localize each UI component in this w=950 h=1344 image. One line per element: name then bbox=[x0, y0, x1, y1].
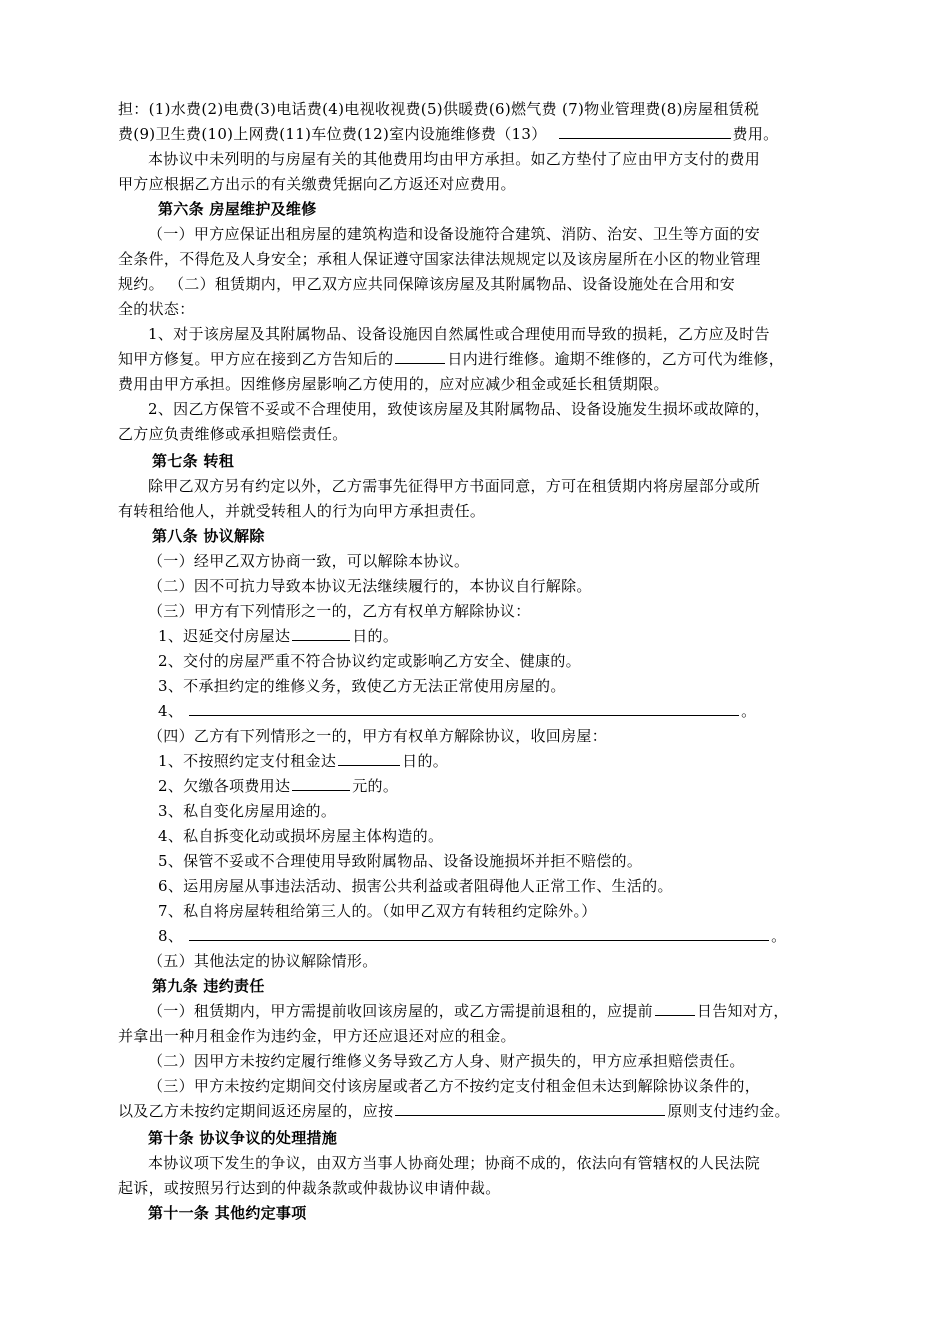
paragraph-line: 以及乙方未按约定期间返还房屋的，应按 原则支付违约金。 bbox=[118, 1102, 790, 1120]
paragraph-line: 全条件，不得危及人身安全；承租人保证遵守国家法律法规规定以及该房屋所在小区的物业管理 bbox=[118, 250, 761, 268]
paragraph-line: 乙方应负责维修或承担赔偿责任。 bbox=[118, 425, 348, 443]
paragraph-line: （二）因不可抗力导致本协议无法继续履行的，本协议自行解除。 bbox=[148, 577, 592, 595]
paragraph-line: 起诉，或按照另行达到的仲裁条款或仲裁协议申请仲裁。 bbox=[118, 1179, 501, 1197]
paragraph-line: 本协议中未列明的与房屋有关的其他费用均由甲方承担。如乙方垫付了应由甲方支付的费用 bbox=[148, 150, 761, 168]
fee-list-line-2: 费(9)卫生费(10)上网费(11)车位费(12)室内设施维修费（13） 费用。 bbox=[118, 125, 779, 143]
paragraph-line: 知甲方修复。甲方应在接到乙方告知后的 日内进行维修。逾期不维修的，乙方可代为维修， bbox=[118, 350, 785, 368]
other-case-blank-4 bbox=[189, 700, 739, 716]
list-item: 8、 。 bbox=[158, 927, 787, 945]
article-6-heading: 第六条 房屋维护及维修 bbox=[158, 200, 317, 218]
article-10-heading: 第十条 协议争议的处理措施 bbox=[148, 1129, 338, 1147]
list-item: 2、交付的房屋严重不符合协议约定或影响乙方安全、健康的。 bbox=[158, 652, 581, 670]
paragraph-line: （五）其他法定的协议解除情形。 bbox=[148, 952, 378, 970]
list-item: 6、运用房屋从事违法活动、损害公共利益或者阻碍他人正常工作、生活的。 bbox=[158, 877, 673, 895]
list-item: 3、不承担约定的维修义务，致使乙方无法正常使用房屋的。 bbox=[158, 677, 566, 695]
paragraph-line: （一）经甲乙双方协商一致，可以解除本协议。 bbox=[148, 552, 470, 570]
paragraph-line: 有转租给他人，并就受转租人的行为向甲方承担责任。 bbox=[118, 502, 486, 520]
paragraph-line: 1、对于该房屋及其附属物品、设备设施因自然属性或合理使用而导致的损耗，乙方应及时告 bbox=[148, 325, 770, 343]
paragraph-line: 规约。 （二）租赁期内，甲乙双方应共同保障该房屋及其附属物品、设备设施处在合用和安 bbox=[118, 275, 736, 293]
paragraph-line: 除甲乙双方另有约定以外，乙方需事先征得甲方书面同意，方可在租赁期内将房屋部分或所 bbox=[148, 477, 761, 495]
paragraph-line: （二）因甲方未按约定履行维修义务导致乙方人身、财产损失的，甲方应承担赔偿责任。 bbox=[148, 1052, 745, 1070]
article-11-heading: 第十一条 其他约定事项 bbox=[148, 1204, 307, 1222]
notice-days-blank bbox=[655, 1000, 695, 1016]
paragraph-line: 全的状态： bbox=[118, 300, 195, 318]
list-item: 4、私自拆变化动或损坏房屋主体构造的。 bbox=[158, 827, 444, 845]
list-item: 1、不按照约定支付租金达 日的。 bbox=[158, 752, 449, 770]
paragraph-line: 并拿出一种月租金作为违约金，甲方还应退还对应的租金。 bbox=[118, 1027, 516, 1045]
list-item: 3、私自变化房屋用途的。 bbox=[158, 802, 337, 820]
repair-days-blank bbox=[395, 348, 445, 364]
rent-overdue-days-blank bbox=[338, 750, 400, 766]
paragraph-line: （四）乙方有下列情形之一的，甲方有权单方解除协议，收回房屋： bbox=[148, 727, 608, 745]
list-item: 5、保管不妥或不合理使用导致附属物品、设备设施损坏并拒不赔偿的。 bbox=[158, 852, 643, 870]
list-item: 4、 。 bbox=[158, 702, 757, 720]
paragraph-line: （三）甲方有下列情形之一的，乙方有权单方解除协议： bbox=[148, 602, 531, 620]
other-case-blank-8 bbox=[189, 925, 769, 941]
penalty-principle-blank bbox=[395, 1100, 665, 1116]
article-8-heading: 第八条 协议解除 bbox=[152, 527, 265, 545]
fee-list-line-1: 担：(1)水费(2)电费(3)电话费(4)电视收视费(5)供暖费(6)燃气费 (7)物业管理费(8)房屋租赁税 bbox=[118, 100, 760, 118]
delay-days-blank bbox=[292, 625, 350, 641]
article-7-heading: 第七条 转租 bbox=[152, 452, 235, 470]
paragraph-line: 本协议项下发生的争议，由双方当事人协商处理；协商不成的，依法向有管辖权的人民法院 bbox=[148, 1154, 761, 1172]
paragraph-line: （一）租赁期内，甲方需提前收回该房屋的，或乙方需提前退租的，应提前 日告知对方， bbox=[148, 1002, 789, 1020]
article-9-heading: 第九条 违约责任 bbox=[152, 977, 265, 995]
paragraph-line: （三）甲方未按约定期间交付该房屋或者乙方不按约定支付租金但未达到解除协议条件的， bbox=[148, 1077, 761, 1095]
paragraph-line: 2、因乙方保管不妥或不合理使用，致使该房屋及其附属物品、设备设施发生损坏或故障的， bbox=[148, 400, 770, 418]
fee-arrears-blank bbox=[292, 775, 350, 791]
fee-other-blank bbox=[559, 123, 731, 139]
list-item: 1、迟延交付房屋达 日的。 bbox=[158, 627, 399, 645]
paragraph-line: （一）甲方应保证出租房屋的建筑构造和设备设施符合建筑、消防、治安、卫生等方面的安 bbox=[148, 225, 761, 243]
list-item: 7、私自将房屋转租给第三人的。（如甲乙双方有转租约定除外。） bbox=[158, 902, 597, 920]
paragraph-line: 甲方应根据乙方出示的有关缴费凭据向乙方返还对应费用。 bbox=[118, 175, 516, 193]
paragraph-line: 费用由甲方承担。因维修房屋影响乙方使用的，应对应减少租金或延长租赁期限。 bbox=[118, 375, 669, 393]
list-item: 2、欠缴各项费用达 元的。 bbox=[158, 777, 399, 795]
